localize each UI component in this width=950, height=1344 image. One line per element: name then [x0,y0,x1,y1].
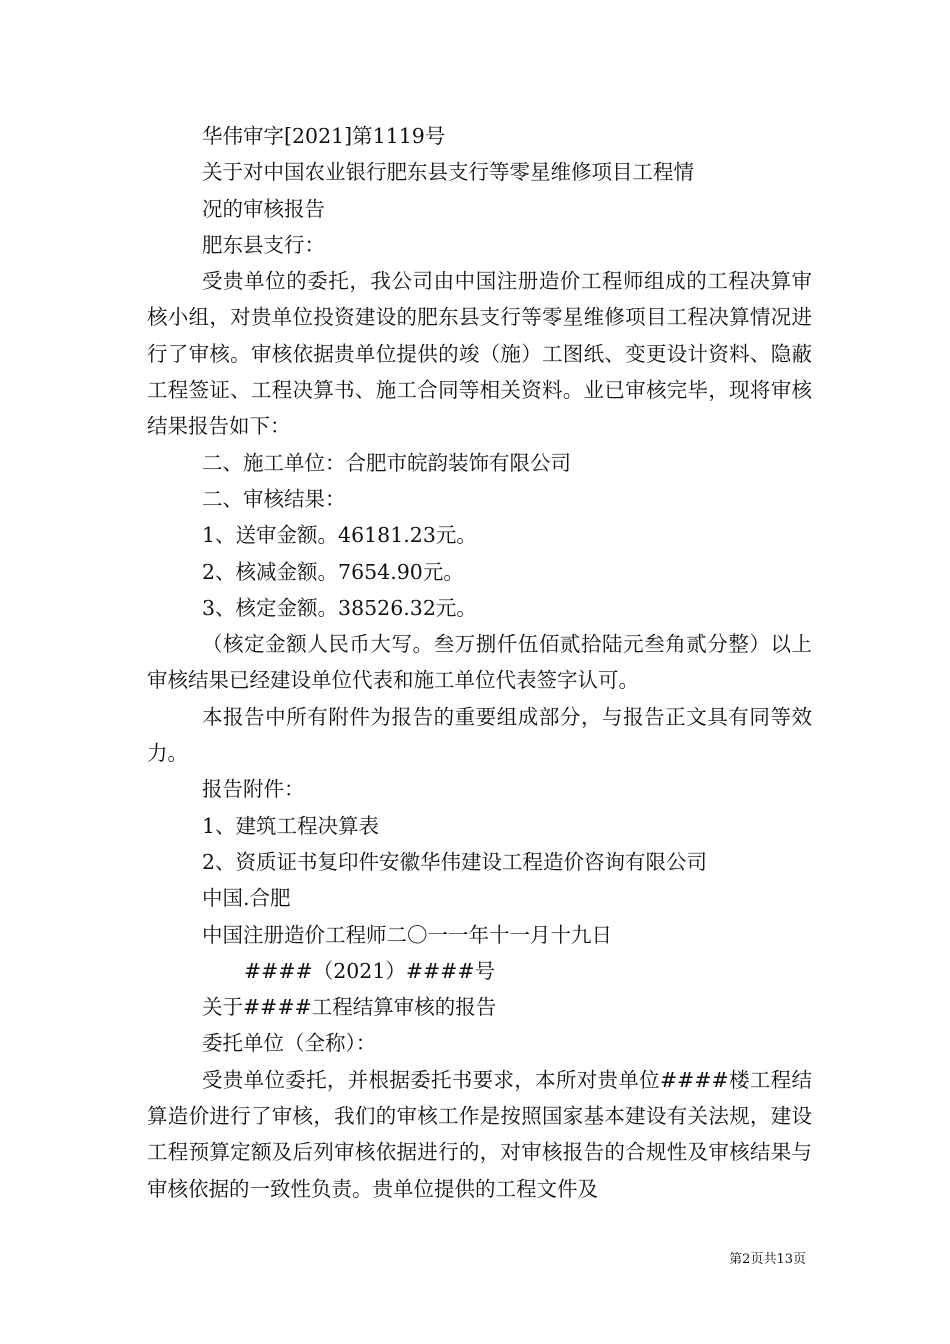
reduced-amount: 2、核减金额。7654.90元。 [202,559,464,584]
report-title-line-1: 关于对中国农业银行肥东县支行等零星维修项目工程情 [202,160,694,185]
attachment-item-1: 1、建筑工程决算表 [202,813,380,838]
document-body [147,118,812,1207]
location-line: 中国.合肥 [202,886,291,911]
attachment-validity-paragraph: 本报告中所有附件为报告的重要组成部分，与报告正文具有同等效力。 [147,704,812,766]
attachment-item-2: 2、资质证书复印件安徽华伟建设工程造价咨询有限公司 [202,849,708,874]
approved-amount: 3、核定金额。38526.32元。 [202,595,477,620]
audit-result-heading: 二、审核结果： [202,486,346,511]
template-report-number: ####（2021）####号 [244,958,496,983]
addressee: 肥东县支行： [202,232,325,257]
intro-paragraph: 受贵单位的委托，我公司由中国注册造价工程师组成的工程决算审核小组，对贵单位投资建设的肥东县支行等零星维修项目工程决算情况进行了审核。审核依据贵单位提供的竣（施）工图纸、变更设计资料、隐蔽工程签证、工程决算书、施工合同等相关资料。业已审核完毕，现将审核结果报告如下： [147,269,812,439]
template-intro-paragraph: 受贵单位委托，并根据委托书要求，本所对贵单位####楼工程结算造价进行了审核，我们的审核工作是按照国家基本建设有关法规，建设工程预算定额及后列审核依据进行的，对审核报告的合规性及审核结果与审核依据的一致性负责。贵单位提供的工程文件及 [147,1067,812,1201]
template-report-title: 关于####工程结算审核的报告 [202,995,497,1020]
signature-date-line: 中国注册造价工程师二〇一一年十一月十九日 [202,922,612,947]
report-title-line-2: 况的审核报告 [202,196,325,221]
client-unit-line: 委托单位（全称）： [202,1031,377,1056]
report-number: 华伟审字[2021]第1119号 [202,124,446,148]
submitted-amount: 1、送审金额。46181.23元。 [202,523,477,548]
attachments-heading: 报告附件： [202,777,305,802]
amount-in-words-paragraph: （核定金额人民币大写。叁万捌仟伍佰贰拾陆元叁角贰分整）以上审核结果已经建设单位代表和施工单位代表签字认可。 [147,632,812,693]
construction-unit: 二、施工单位：合肥市皖韵装饰有限公司 [202,450,571,475]
page-number-footer: 第2页共13页 [729,1252,806,1267]
